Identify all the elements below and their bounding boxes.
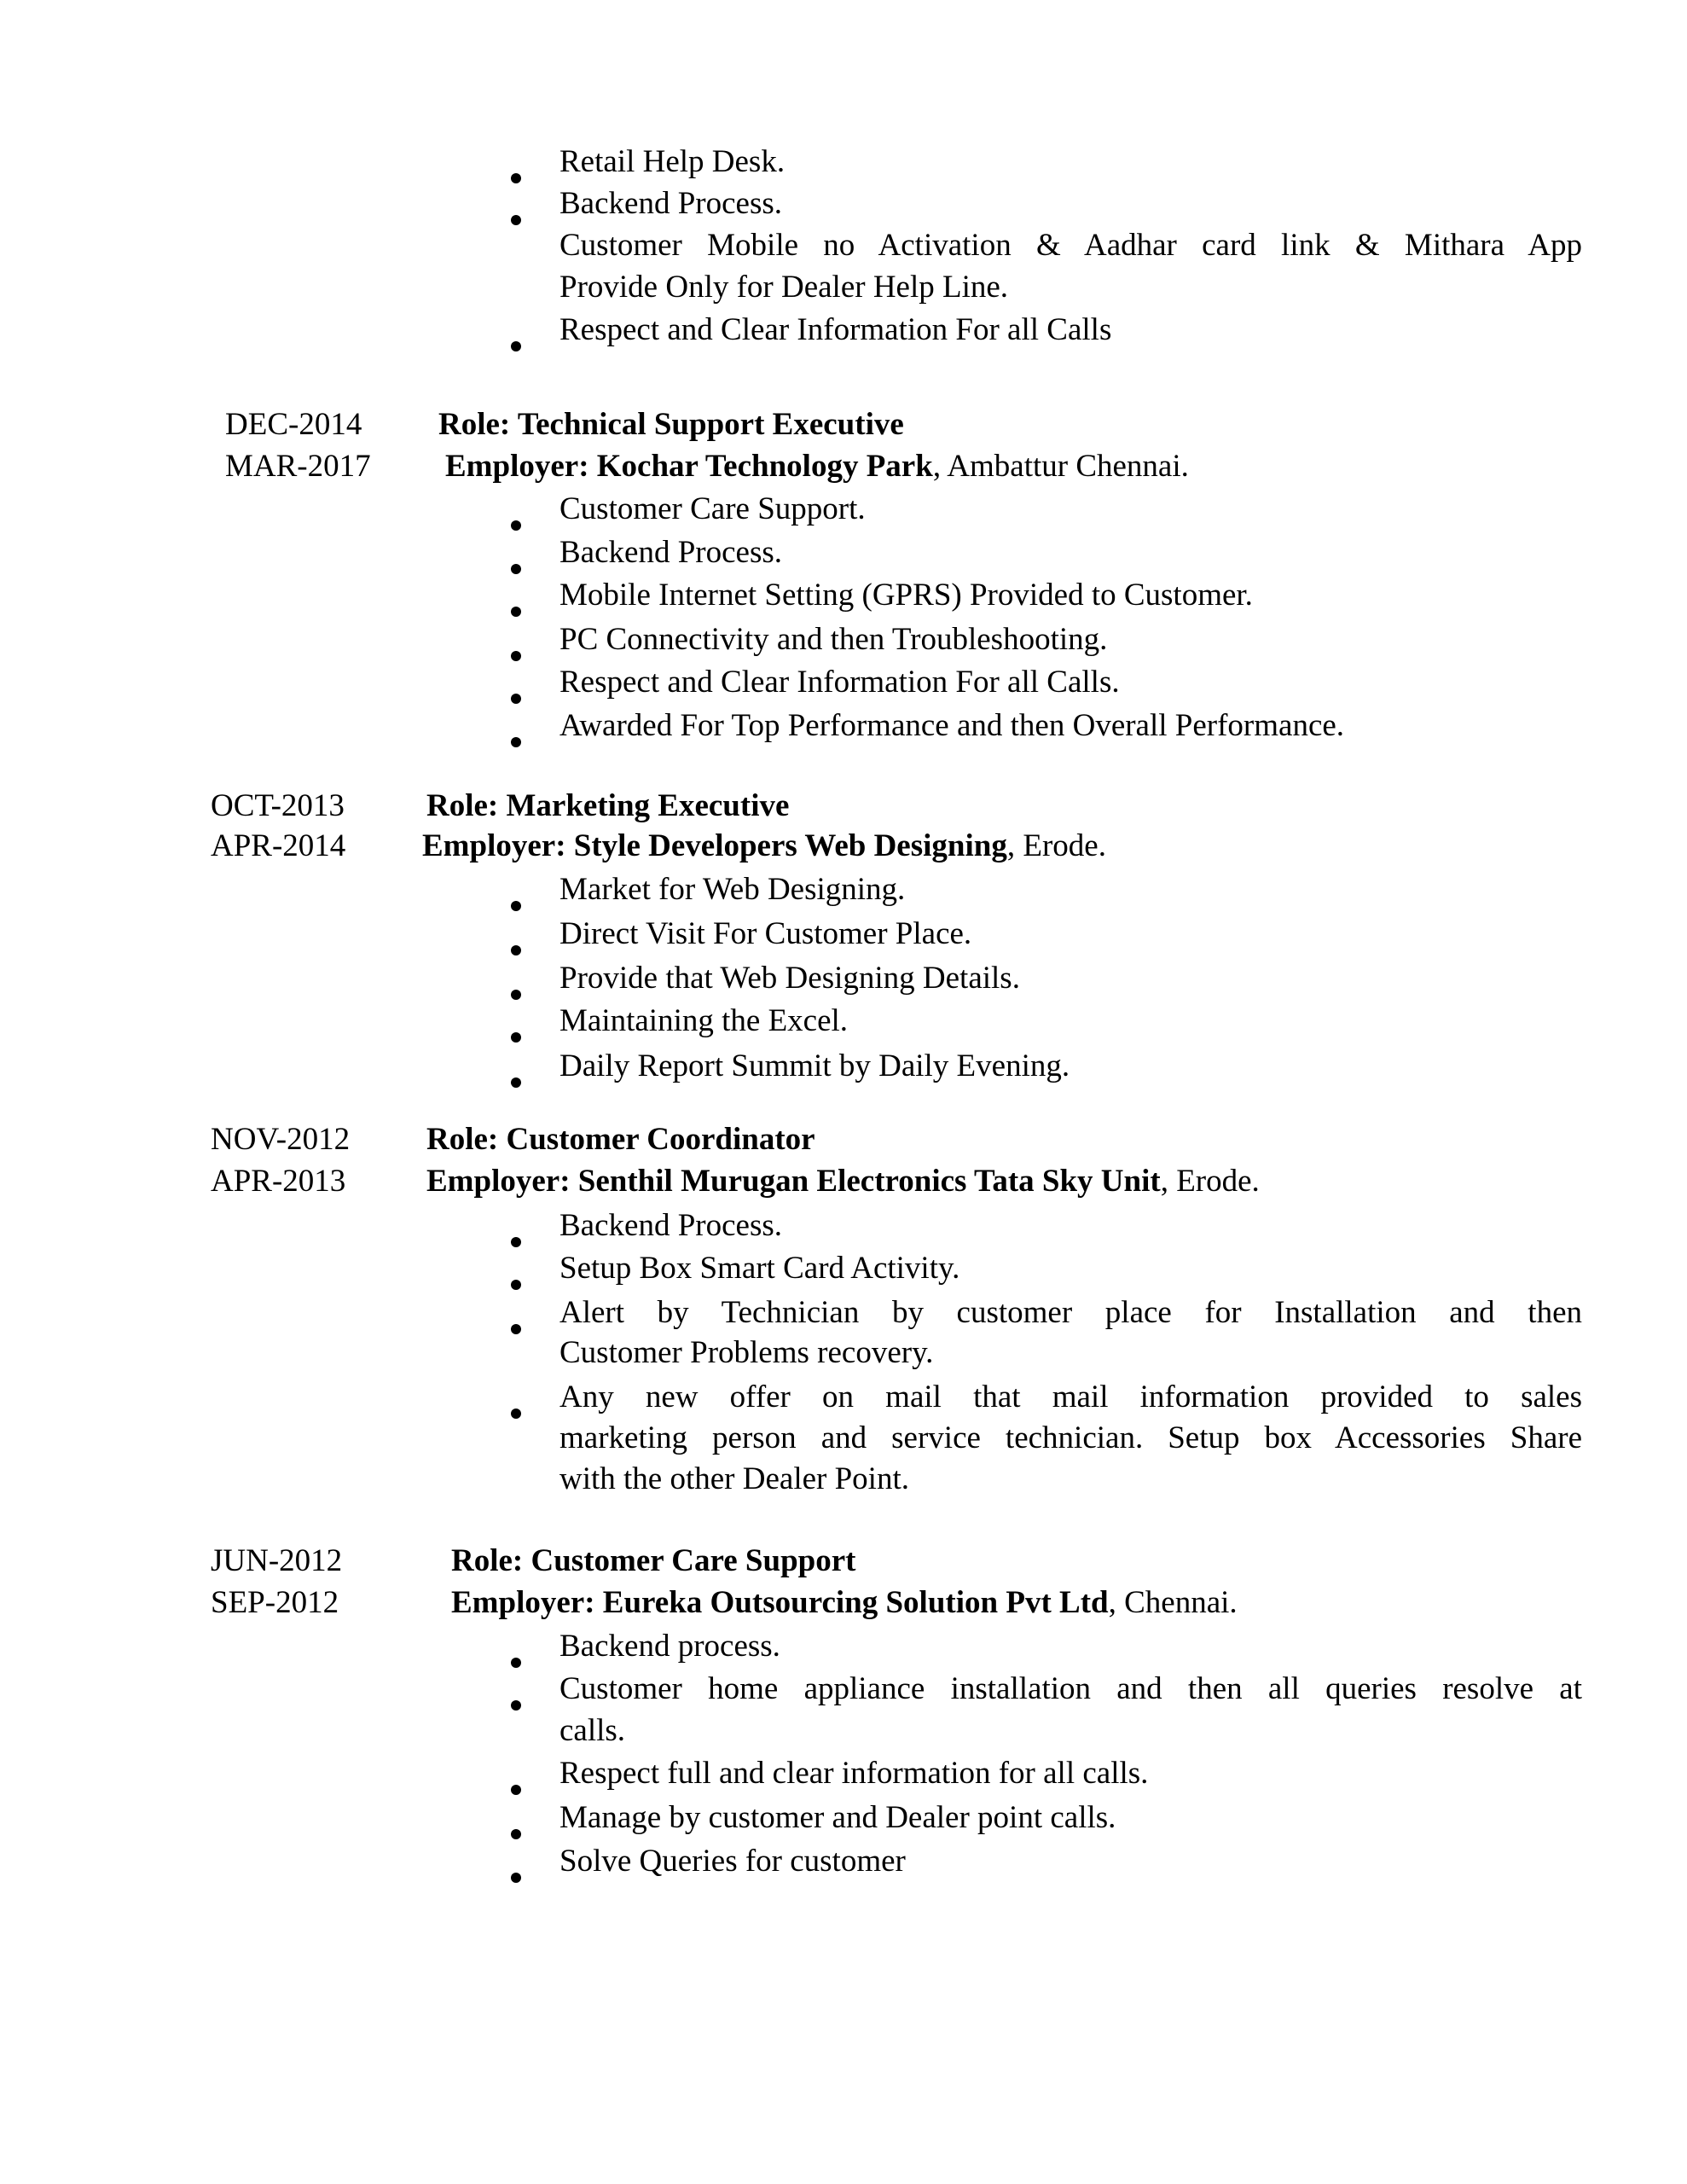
list-item: Retail Help Desk. bbox=[559, 144, 786, 179]
end-date: MAR-2017 bbox=[225, 449, 371, 484]
role-heading bbox=[438, 406, 904, 444]
start-date: JUN-2012 bbox=[211, 1543, 343, 1578]
employer-name: Eureka Outsourcing Solution Pvt Ltd bbox=[602, 1585, 1109, 1620]
employer-label: Employer: bbox=[422, 828, 566, 863]
list-item: Respect and Clear Information For all Calls bbox=[559, 312, 1112, 347]
employer-location: , Ambattur Chennai. bbox=[932, 449, 1189, 484]
list-item: Daily Report Summit by Daily Evening. bbox=[559, 1048, 1070, 1083]
bullet-icon bbox=[511, 990, 521, 1000]
bullet-icon bbox=[511, 901, 521, 911]
employer-label: Employer: bbox=[451, 1585, 595, 1620]
role-heading bbox=[426, 787, 789, 825]
list-item-continuation: with the other Dealer Point. bbox=[559, 1461, 909, 1496]
bullet-icon bbox=[511, 1658, 521, 1668]
list-item-continuation: calls. bbox=[559, 1713, 626, 1748]
list-item: Customer home appliance installation and then all queries resolve at bbox=[559, 1671, 1582, 1706]
list-item: Direct Visit For Customer Place. bbox=[559, 916, 972, 951]
employer-location: , Chennai. bbox=[1108, 1585, 1238, 1620]
bullet-icon bbox=[511, 1077, 521, 1088]
list-item-continuation: Customer Problems recovery. bbox=[559, 1335, 934, 1370]
bullet-icon bbox=[511, 607, 521, 617]
list-item: Respect full and clear information for all calls. bbox=[559, 1756, 1149, 1791]
list-item: Any new offer on mail that mail information provided to sales bbox=[559, 1380, 1582, 1414]
role-label: Role: bbox=[426, 788, 499, 823]
bullet-icon bbox=[511, 1409, 521, 1419]
list-item: PC Connectivity and then Troubleshooting. bbox=[559, 622, 1108, 657]
bullet-icon bbox=[511, 173, 521, 183]
bullet-icon bbox=[511, 1032, 521, 1043]
role-title: Technical Support Executive bbox=[517, 407, 904, 442]
list-item: Backend Process. bbox=[559, 1208, 782, 1243]
list-item: Backend Process. bbox=[559, 186, 782, 221]
list-item: Market for Web Designing. bbox=[559, 872, 906, 907]
role-label: Role: bbox=[426, 1122, 499, 1157]
list-item: Backend Process. bbox=[559, 535, 782, 570]
bullet-icon bbox=[511, 694, 521, 704]
bullet-icon bbox=[511, 651, 521, 661]
employer-name: Style Developers Web Designing bbox=[573, 828, 1007, 863]
employer-label: Employer: bbox=[445, 449, 589, 484]
role-label: Role: bbox=[451, 1543, 524, 1578]
bullet-icon bbox=[511, 341, 521, 351]
employer-label: Employer: bbox=[426, 1164, 571, 1199]
bullet-icon bbox=[511, 1785, 521, 1795]
employer-location: , Erode. bbox=[1006, 828, 1106, 863]
list-item: Setup Box Smart Card Activity. bbox=[559, 1251, 960, 1286]
bullet-icon bbox=[511, 520, 521, 531]
list-item: Awarded For Top Performance and then Overall Performance. bbox=[559, 708, 1345, 743]
list-item: Solve Queries for customer bbox=[559, 1844, 906, 1879]
employer-line bbox=[426, 1163, 1260, 1200]
end-date: SEP-2012 bbox=[211, 1585, 339, 1620]
list-item: Respect and Clear Information For all Calls. bbox=[559, 665, 1120, 700]
start-date: OCT-2013 bbox=[211, 788, 345, 823]
start-date: DEC-2014 bbox=[225, 407, 362, 442]
list-item-continuation: Provide Only for Dealer Help Line. bbox=[559, 270, 1009, 305]
start-date: NOV-2012 bbox=[211, 1122, 351, 1157]
bullet-icon bbox=[511, 1280, 521, 1290]
list-item: Mobile Internet Setting (GPRS) Provided to Customer. bbox=[559, 578, 1253, 613]
list-item-continuation: marketing person and service technician. Setup box Accessories Share bbox=[559, 1420, 1582, 1455]
employer-name: Kochar Technology Park bbox=[596, 449, 933, 484]
role-heading bbox=[426, 1121, 815, 1159]
bullet-icon bbox=[511, 945, 521, 956]
bullet-icon bbox=[511, 1237, 521, 1247]
list-item: Customer Care Support. bbox=[559, 491, 866, 526]
list-item: Maintaining the Excel. bbox=[559, 1003, 849, 1038]
end-date: APR-2014 bbox=[211, 828, 346, 863]
list-item: Provide that Web Designing Details. bbox=[559, 961, 1020, 996]
end-date: APR-2013 bbox=[211, 1164, 346, 1199]
role-label: Role: bbox=[438, 407, 511, 442]
bullet-icon bbox=[511, 1873, 521, 1883]
role-heading bbox=[451, 1542, 855, 1580]
employer-line bbox=[445, 448, 1189, 485]
role-title: Marketing Executive bbox=[506, 788, 790, 823]
employer-line bbox=[451, 1584, 1238, 1622]
employer-line bbox=[422, 828, 1106, 865]
employer-name: Senthil Murugan Electronics Tata Sky Unit bbox=[577, 1164, 1161, 1199]
bullet-icon bbox=[511, 1829, 521, 1839]
bullet-icon bbox=[511, 1324, 521, 1334]
bullet-icon bbox=[511, 737, 521, 747]
role-title: Customer Care Support bbox=[530, 1543, 856, 1578]
employer-location: , Erode. bbox=[1160, 1164, 1260, 1199]
bullet-icon bbox=[511, 215, 521, 225]
bullet-icon bbox=[511, 1700, 521, 1711]
bullet-icon bbox=[511, 564, 521, 574]
role-title: Customer Coordinator bbox=[506, 1122, 815, 1157]
list-item: Manage by customer and Dealer point calls. bbox=[559, 1800, 1116, 1835]
list-item-continuation: Customer Mobile no Activation & Aadhar card link & Mithara App bbox=[559, 228, 1582, 263]
list-item: Alert by Technician by customer place for Installation and then bbox=[559, 1295, 1582, 1330]
list-item: Backend process. bbox=[559, 1629, 780, 1664]
